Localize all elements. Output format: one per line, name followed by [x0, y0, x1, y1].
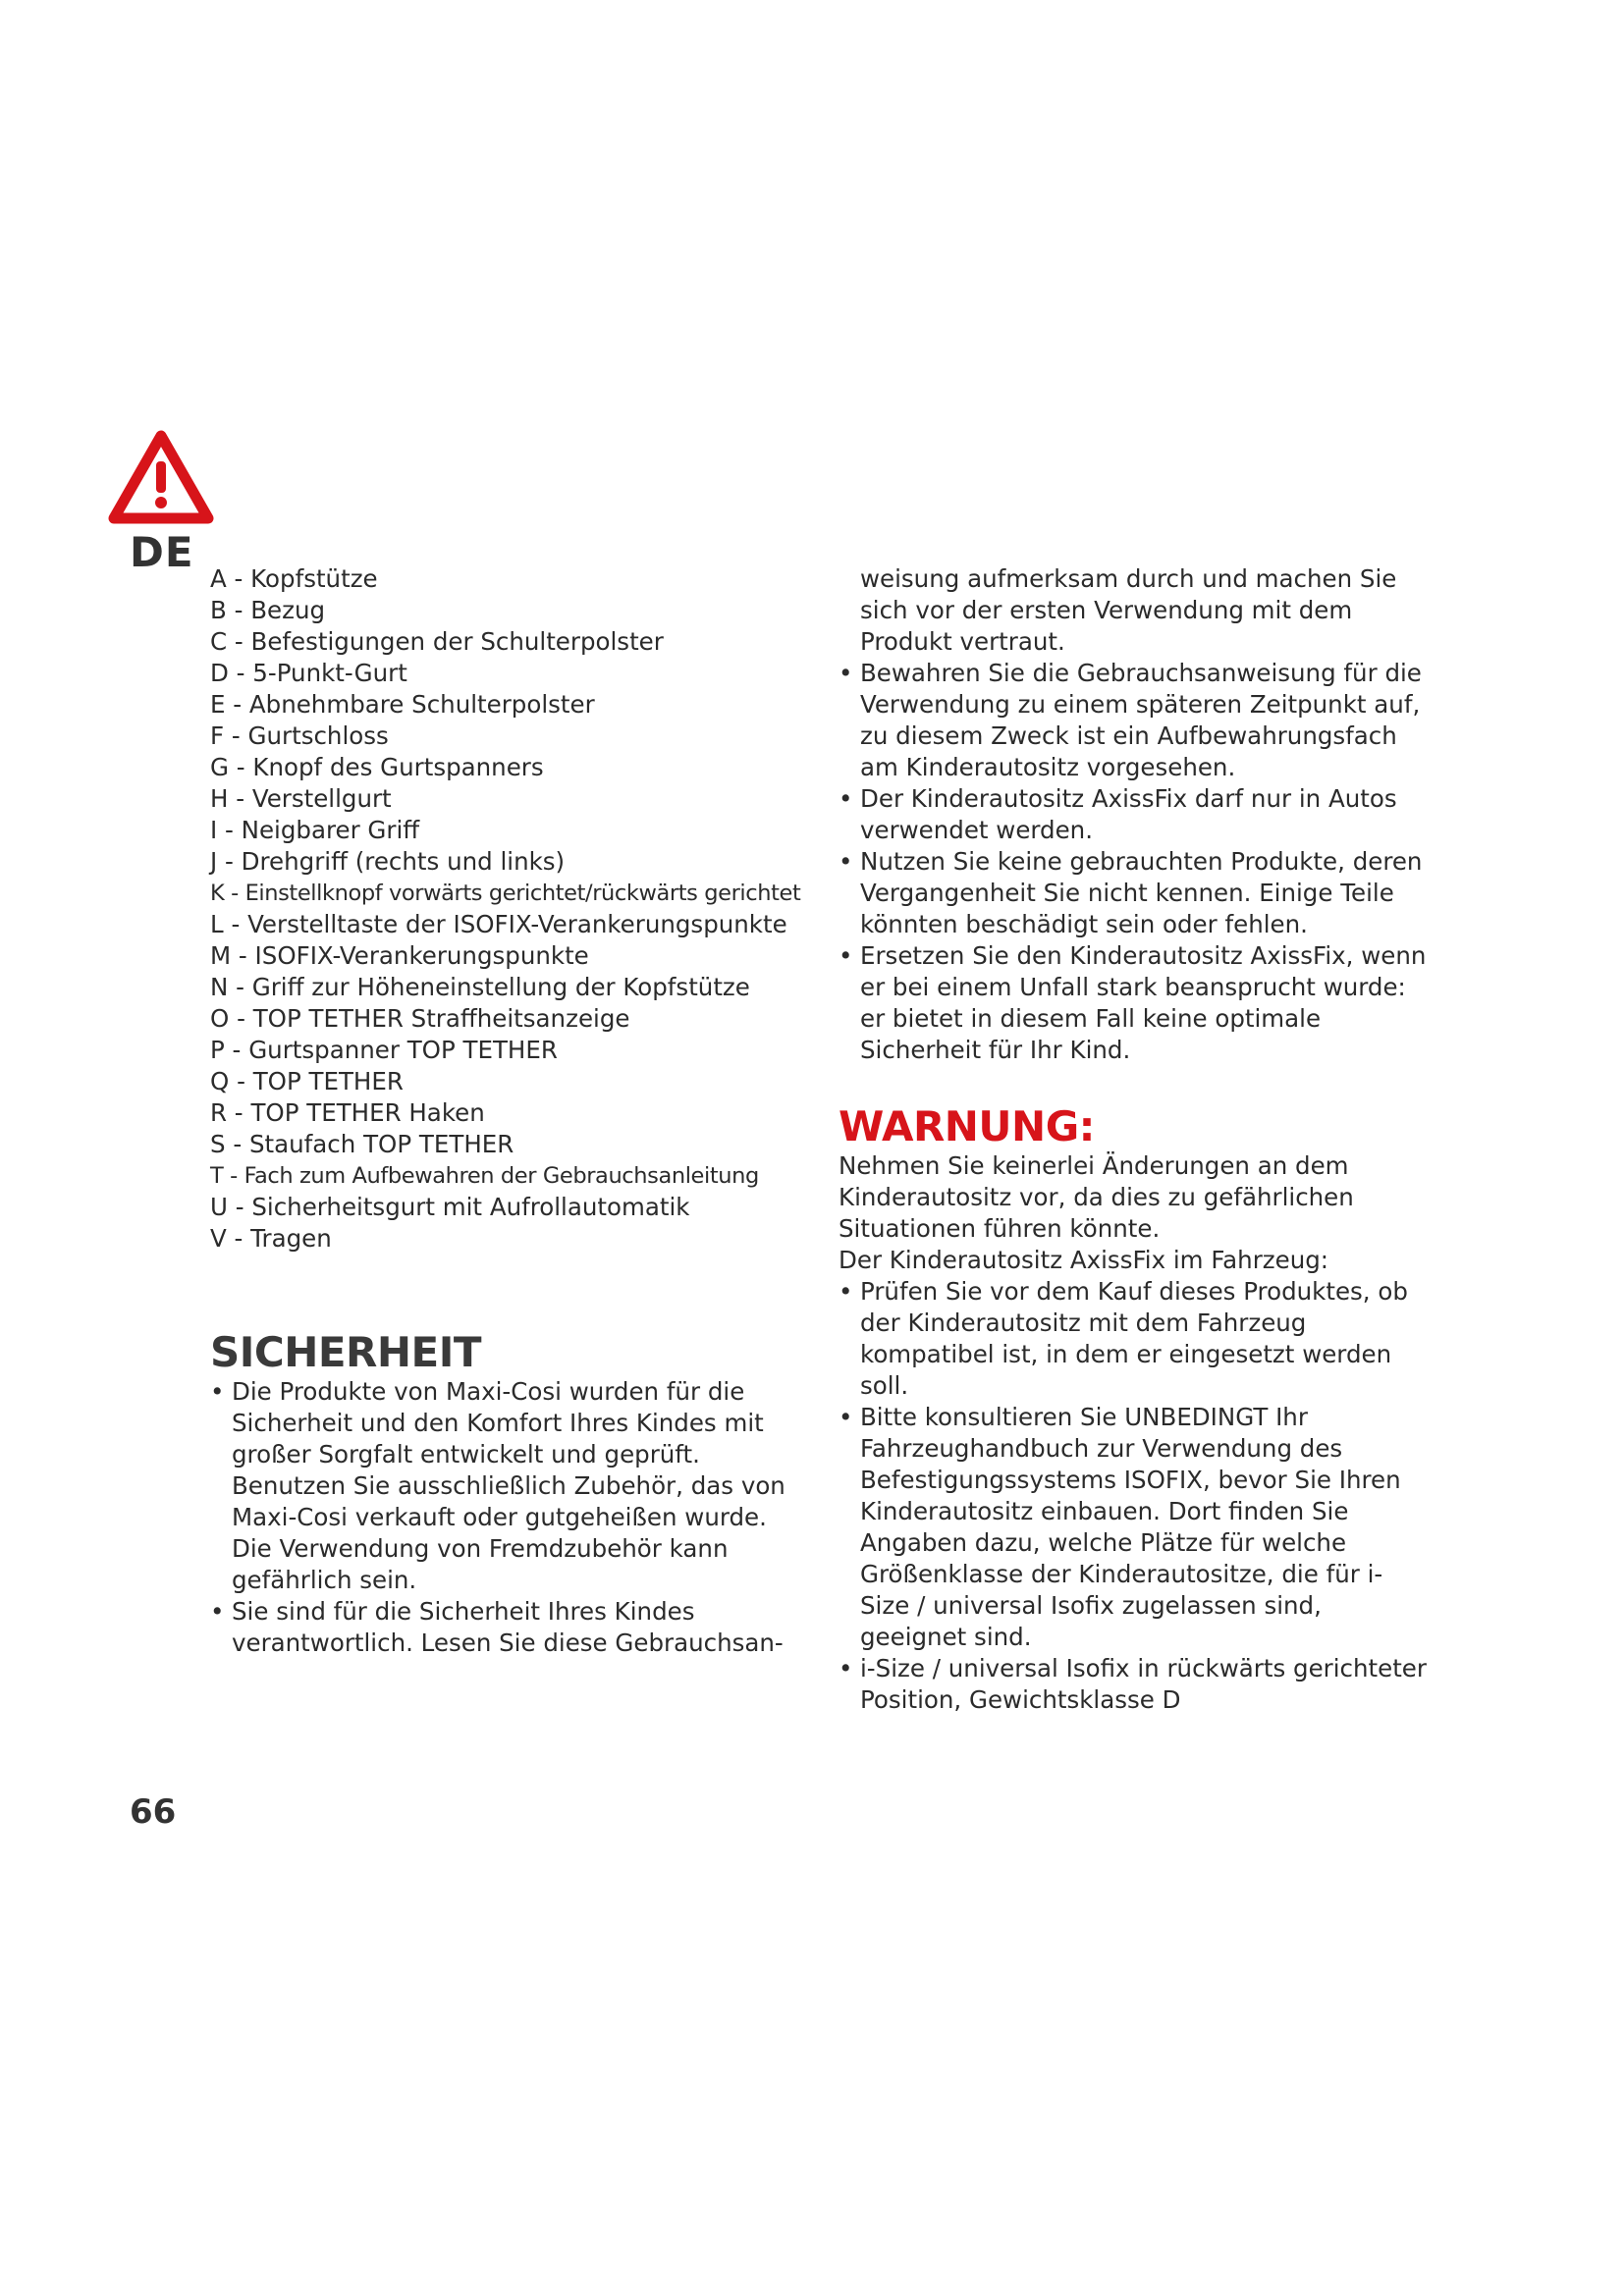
- right-column: [839, 563, 1428, 1716]
- list-item: • Ersetzen Sie den Kinderautositz AxissFix, wenn er bei einem Unfall stark beansprucht wurde: er bietet in diesem Fall keine optimale Sicherheit für Ihr Kind.: [839, 940, 1428, 1066]
- parts-list: [210, 563, 799, 1255]
- list-item: A - Kopfstütze: [210, 564, 378, 593]
- list-item: R - TOP TETHER Haken: [210, 1098, 485, 1127]
- sicherheit-bullets: [210, 1376, 799, 1659]
- page-number: 66: [130, 1792, 177, 1832]
- list-item: • Die Produkte von Maxi-Cosi wurden für die Sicherheit und den Komfort Ihres Kindes mit großer Sorgfalt entwickelt und geprüft. Benutzen Sie ausschließlich Zubehör, das von Maxi-Cosi verkauft oder gutgeheißen wurde. Die Verwendung von Fremdzubehör kann gefährlich sein.: [210, 1376, 799, 1596]
- list-item: P - Gurtspanner TOP TETHER: [210, 1036, 558, 1064]
- list-item: I - Neigbarer Griff: [210, 816, 420, 844]
- list-item: • Der Kinderautositz AxissFix darf nur in Autos verwendet werden.: [839, 783, 1428, 846]
- sicherheit-heading: SICHERHEIT: [210, 1328, 481, 1376]
- warnung-subheading: Der Kinderautositz AxissFix im Fahrzeug:: [839, 1246, 1329, 1274]
- list-item: T - Fach zum Aufbewahren der Gebrauchsanleitung: [210, 1163, 759, 1189]
- list-item: Q - TOP TETHER: [210, 1067, 404, 1095]
- list-item: H - Verstellgurt: [210, 784, 392, 813]
- list-item: • Sie sind für die Sicherheit Ihres Kindes verantwortlich. Lesen Sie diese Gebrauchsan-: [210, 1596, 799, 1659]
- list-item: C - Befestigungen der Schulterpolster: [210, 627, 664, 656]
- list-item: • Nutzen Sie keine gebrauchten Produkte, deren Vergangenheit Sie nicht kennen. Einige Teile könnten beschädigt sein oder fehlen.: [839, 846, 1428, 940]
- list-item: M - ISOFIX-Verankerungspunkte: [210, 941, 589, 970]
- warning-triangle-icon: [106, 428, 216, 530]
- list-item: • Bitte konsultieren Sie UNBEDINGT Ihr Fahrzeughandbuch zur Verwendung des Befestigungssystems ISOFIX, bevor Sie Ihren Kinderautositz einbauen. Dort finden Sie Angaben dazu, welche Plätze für welche Größenklasse der Kinderautositze, die für i-Size / universal Isofix zugelassen sind, geeignet sind.: [839, 1402, 1428, 1653]
- list-item: O - TOP TETHER Straffheitsanzeige: [210, 1004, 630, 1033]
- list-item: K - Einstellknopf vorwärts gerichtet/rückwärts gerichtet: [210, 881, 801, 906]
- list-item: B - Bezug: [210, 596, 326, 624]
- left-column: [210, 563, 799, 1659]
- list-item: V - Tragen: [210, 1224, 332, 1253]
- sicherheit-continuation: weisung aufmerksam durch und machen Sie sich vor der ersten Verwendung mit dem Produkt vertraut.: [860, 564, 1397, 656]
- list-item: • Bewahren Sie die Gebrauchsanweisung für die Verwendung zu einem späteren Zeitpunkt auf, zu diesem Zweck ist ein Aufbewahrungsfach am Kinderautositz vorgesehen.: [839, 658, 1428, 783]
- warnung-bullets: [839, 1276, 1428, 1716]
- list-item: F - Gurtschloss: [210, 721, 389, 750]
- list-item: L - Verstelltaste der ISOFIX-Verankerungspunkte: [210, 910, 787, 938]
- list-item: D - 5-Punkt-Gurt: [210, 659, 407, 687]
- warnung-heading: WARNUNG:: [839, 1102, 1095, 1150]
- list-item: N - Griff zur Höheneinstellung der Kopfstütze: [210, 973, 750, 1001]
- list-item: G - Knopf des Gurtspanners: [210, 753, 544, 781]
- list-item: S - Staufach TOP TETHER: [210, 1130, 514, 1158]
- sicherheit-bullets-continued: [839, 658, 1428, 1066]
- list-item: • i-Size / universal Isofix in rückwärts gerichteter Position, Gewichtsklasse D: [839, 1653, 1428, 1716]
- list-item: U - Sicherheitsgurt mit Aufrollautomatik: [210, 1193, 690, 1221]
- list-item: • Prüfen Sie vor dem Kauf dieses Produktes, ob der Kinderautositz mit dem Fahrzeug kompatibel ist, in dem er eingesetzt werden soll.: [839, 1276, 1428, 1402]
- list-item: J - Drehgriff (rechts und links): [210, 847, 566, 876]
- language-code: DE: [130, 528, 194, 576]
- warnung-intro: Nehmen Sie keinerlei Änderungen an dem Kinderautositz vor, da dies zu gefährlichen Situationen führen könnte.: [839, 1151, 1354, 1243]
- list-item: E - Abnehmbare Schulterpolster: [210, 690, 595, 719]
